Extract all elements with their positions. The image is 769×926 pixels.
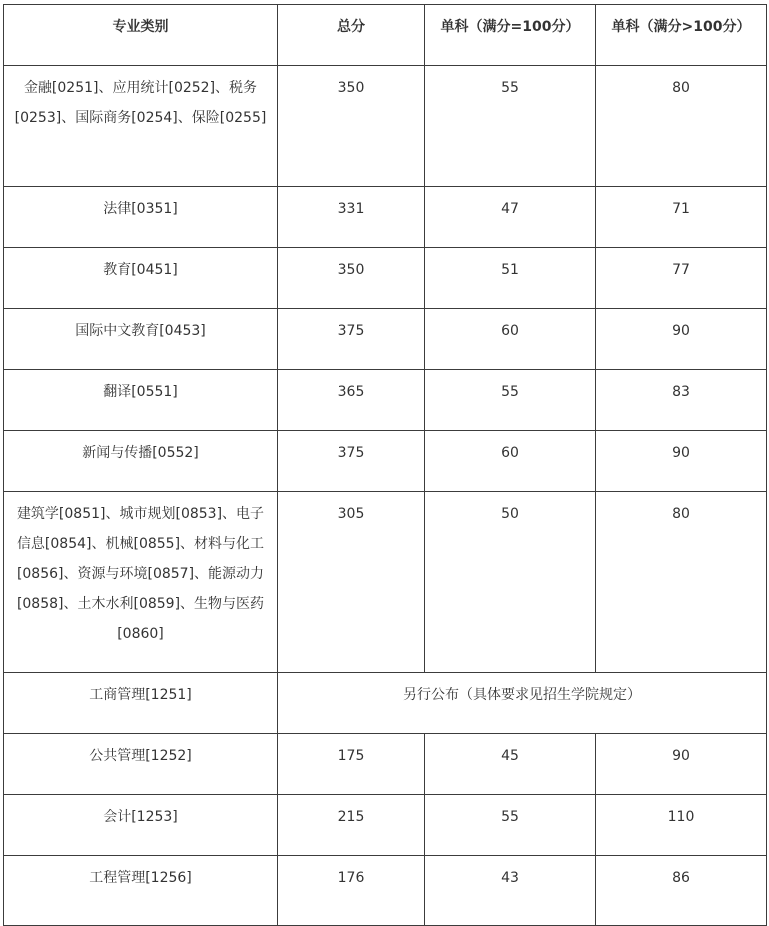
header-total: 总分	[278, 5, 425, 66]
row-total: 331	[278, 187, 425, 248]
row-single-over-100: 110	[596, 795, 767, 856]
table-row	[4, 856, 767, 926]
table-row	[4, 795, 767, 856]
row-total: 175	[278, 734, 425, 795]
score-table	[3, 4, 767, 926]
row-single-100: 50	[425, 492, 596, 673]
row-total: 176	[278, 856, 425, 926]
row-single-100: 45	[425, 734, 596, 795]
header-single-100: 单科（满分=100分）	[425, 5, 596, 66]
row-total: 375	[278, 431, 425, 492]
row-single-over-100: 77	[596, 248, 767, 309]
table-row	[4, 734, 767, 795]
row-single-over-100: 83	[596, 370, 767, 431]
row-single-100: 55	[425, 795, 596, 856]
table-header-row	[4, 5, 767, 66]
header-single-over-100: 单科（满分>100分）	[596, 5, 767, 66]
row-category: 金融[0251]、应用统计[0252]、税务[0253]、国际商务[0254]、保险[0255]	[4, 66, 278, 187]
row-single-100: 55	[425, 370, 596, 431]
row-single-over-100: 80	[596, 66, 767, 187]
row-category: 新闻与传播[0552]	[4, 431, 278, 492]
table-row	[4, 309, 767, 370]
row-single-over-100: 71	[596, 187, 767, 248]
row-single-100: 47	[425, 187, 596, 248]
row-category: 建筑学[0851]、城市规划[0853]、电子信息[0854]、机械[0855]、材料与化工[0856]、资源与环境[0857]、能源动力[0858]、土木水利[0859]、生物与医药[0860]	[4, 492, 278, 673]
table-row	[4, 673, 767, 734]
table-row	[4, 66, 767, 187]
row-category: 会计[1253]	[4, 795, 278, 856]
row-category: 工程管理[1256]	[4, 856, 278, 926]
row-total: 305	[278, 492, 425, 673]
row-category: 工商管理[1251]	[4, 673, 278, 734]
row-total: 375	[278, 309, 425, 370]
row-total: 350	[278, 248, 425, 309]
row-category: 公共管理[1252]	[4, 734, 278, 795]
row-single-100: 51	[425, 248, 596, 309]
row-total: 350	[278, 66, 425, 187]
table-row	[4, 431, 767, 492]
header-category: 专业类别	[4, 5, 278, 66]
row-single-100: 55	[425, 66, 596, 187]
table-row	[4, 492, 767, 673]
row-category: 国际中文教育[0453]	[4, 309, 278, 370]
row-single-100: 60	[425, 431, 596, 492]
row-single-over-100: 90	[596, 734, 767, 795]
table-row	[4, 248, 767, 309]
row-category: 翻译[0551]	[4, 370, 278, 431]
row-single-over-100: 86	[596, 856, 767, 926]
row-category: 教育[0451]	[4, 248, 278, 309]
row-single-over-100: 80	[596, 492, 767, 673]
row-note: 另行公布（具体要求见招生学院规定）	[278, 673, 767, 734]
row-total: 215	[278, 795, 425, 856]
row-single-over-100: 90	[596, 309, 767, 370]
row-category: 法律[0351]	[4, 187, 278, 248]
row-single-100: 43	[425, 856, 596, 926]
table-row	[4, 370, 767, 431]
row-single-100: 60	[425, 309, 596, 370]
table-row	[4, 187, 767, 248]
row-total: 365	[278, 370, 425, 431]
row-single-over-100: 90	[596, 431, 767, 492]
